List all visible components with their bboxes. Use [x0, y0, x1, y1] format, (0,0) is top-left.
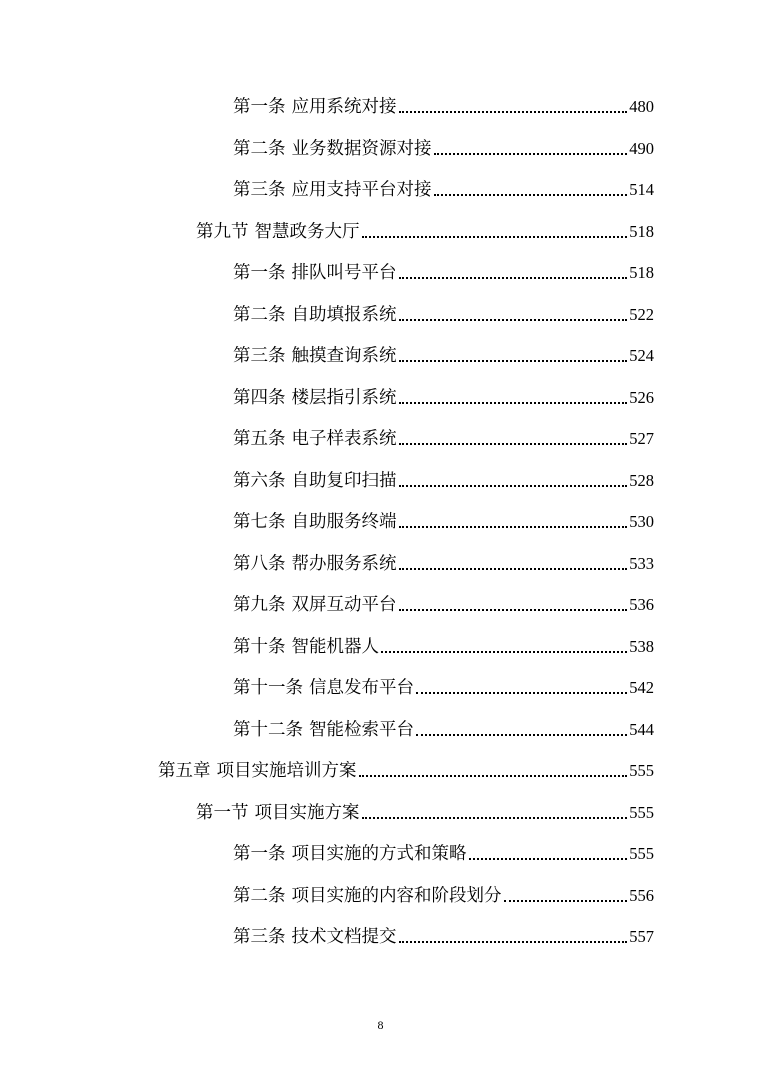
toc-entry-number: 第六条	[233, 470, 286, 491]
toc-entry-title: 项目实施培训方案	[216, 761, 357, 781]
toc-entry-number: 第二条	[233, 885, 286, 906]
dot-leader	[362, 816, 628, 819]
dot-leader	[399, 525, 628, 528]
toc-entry-number: 第三条	[233, 927, 286, 947]
dot-leader	[381, 650, 627, 653]
toc-entry[interactable]	[196, 794, 654, 824]
toc-entry-number: 第五条	[233, 429, 286, 449]
toc-entry-number: 第九节	[196, 221, 249, 242]
dot-leader	[434, 152, 628, 155]
page-number: 8	[377, 1018, 384, 1032]
toc-entry-page: 528	[629, 470, 654, 490]
toc-entry-title: 项目实施的方式和策略	[291, 844, 467, 864]
toc-entry[interactable]	[233, 337, 654, 367]
toc-entry-page: 556	[629, 885, 654, 905]
toc-entry-title: 自助填报系统	[291, 304, 397, 325]
toc-entry-number: 第五章	[158, 761, 211, 781]
dot-leader	[469, 857, 628, 860]
toc-entry[interactable]	[233, 171, 654, 201]
toc-entry-title: 业务数据资源对接	[291, 138, 432, 159]
toc-entry[interactable]	[233, 296, 654, 326]
toc-entry[interactable]	[233, 545, 654, 575]
toc-entry-page: 518	[629, 263, 654, 282]
toc-entry-title: 应用支持平台对接	[291, 180, 432, 200]
dot-leader	[416, 733, 627, 736]
toc-entry-title: 楼层指引系统	[291, 387, 397, 408]
toc-entry[interactable]	[233, 586, 654, 616]
toc-entry-title: 自助复印扫描	[291, 470, 397, 491]
toc-entry-number: 第四条	[233, 387, 286, 408]
toc-entry-title: 智能机器人	[291, 636, 379, 657]
toc-entry-page: 542	[629, 678, 654, 697]
toc-entry[interactable]	[233, 254, 654, 284]
toc-entry-number: 第八条	[233, 553, 286, 574]
dot-leader	[362, 235, 628, 238]
toc-entry-number: 第十条	[233, 636, 286, 657]
toc-entry-number: 第一条	[233, 844, 286, 864]
toc-entry[interactable]	[158, 752, 654, 782]
toc-entry-page: 527	[629, 429, 654, 448]
toc-entry-title: 自助服务终端	[291, 512, 397, 532]
toc-entry-number: 第一条	[233, 97, 286, 117]
toc-entry-page: 480	[629, 97, 654, 116]
toc-entry-page: 533	[629, 553, 654, 573]
dot-leader	[399, 940, 628, 943]
dot-leader	[399, 318, 628, 321]
toc-entry[interactable]	[196, 213, 654, 243]
toc-entry-page: 518	[629, 221, 654, 241]
toc-entry-page: 555	[629, 844, 654, 863]
toc-entry-page: 490	[629, 138, 654, 158]
toc-entry[interactable]	[233, 420, 654, 450]
toc-entry-number: 第一条	[233, 263, 286, 283]
toc-entry-page: 524	[629, 346, 654, 365]
toc-entry-page: 536	[629, 595, 654, 614]
toc-entry-title: 帮办服务系统	[291, 553, 397, 574]
toc-entry[interactable]	[233, 918, 654, 948]
toc-entry-title: 排队叫号平台	[291, 263, 397, 283]
toc-entry[interactable]	[233, 877, 654, 907]
toc-entry[interactable]	[233, 835, 654, 865]
toc-entry[interactable]	[233, 503, 654, 533]
dot-leader	[399, 567, 628, 570]
dot-leader	[504, 899, 628, 902]
toc-entry-title: 智慧政务大厅	[254, 221, 360, 242]
toc-entry-number: 第三条	[233, 180, 286, 200]
toc-entry-page: 544	[629, 719, 654, 739]
toc-entry-number: 第二条	[233, 304, 286, 325]
toc-entry-number: 第二条	[233, 138, 286, 159]
toc-entry-page: 555	[629, 761, 654, 780]
toc-entry[interactable]	[233, 88, 654, 118]
toc-entry-number: 第十二条	[233, 719, 303, 740]
dot-leader	[399, 401, 628, 404]
toc-entry-title: 技术文档提交	[291, 927, 397, 947]
toc-entry[interactable]	[233, 628, 654, 658]
toc-entry-page: 526	[629, 387, 654, 407]
dot-leader	[399, 110, 628, 113]
toc-entry-number: 第一节	[196, 802, 249, 823]
dot-leader	[359, 774, 628, 777]
toc-entry[interactable]	[233, 669, 654, 699]
toc-entry-title: 电子样表系统	[291, 429, 397, 449]
dot-leader	[399, 276, 628, 279]
toc-entry-page: 557	[629, 927, 654, 946]
toc-entry-title: 项目实施的内容和阶段划分	[291, 885, 502, 906]
toc-entry-title: 触摸查询系统	[291, 346, 397, 366]
dot-leader	[399, 608, 628, 611]
toc-entry-number: 第十一条	[233, 678, 303, 698]
toc-entry-title: 智能检索平台	[309, 719, 414, 740]
toc-entry-page: 538	[629, 636, 654, 656]
toc-entry-title: 项目实施方案	[254, 802, 360, 823]
toc-entry-page: 555	[629, 802, 654, 822]
dot-leader	[416, 691, 627, 694]
toc-entry-number: 第九条	[233, 595, 286, 615]
dot-leader	[399, 484, 628, 487]
toc-entry-title: 双屏互动平台	[291, 595, 397, 615]
toc-entry-number: 第七条	[233, 512, 286, 532]
toc-entry[interactable]	[233, 711, 654, 741]
dot-leader	[399, 359, 628, 362]
toc-entry-number: 第三条	[233, 346, 286, 366]
dot-leader	[399, 442, 628, 445]
toc-entry-page: 522	[629, 304, 654, 324]
dot-leader	[434, 193, 628, 196]
toc-entry[interactable]	[233, 462, 654, 492]
toc-entry[interactable]	[233, 130, 654, 160]
toc-entry-title: 信息发布平台	[309, 678, 414, 698]
toc-entry-page: 530	[629, 512, 654, 531]
toc-entry[interactable]	[233, 379, 654, 409]
toc-entry-title: 应用系统对接	[291, 97, 397, 117]
toc-entry-page: 514	[629, 180, 654, 199]
